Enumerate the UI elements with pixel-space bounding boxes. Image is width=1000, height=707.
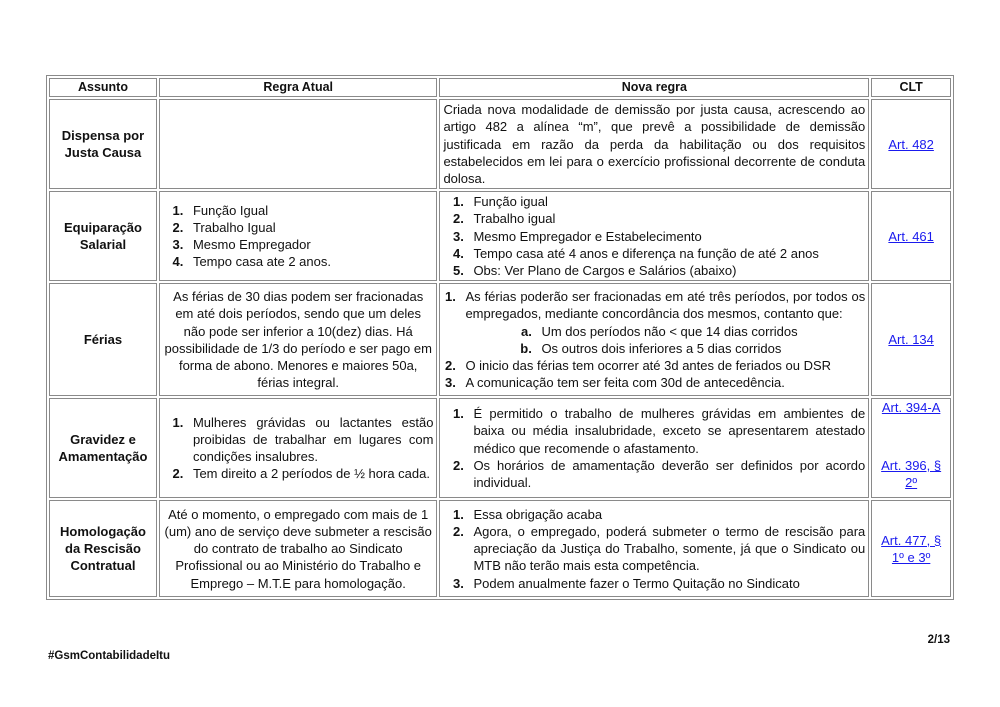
list-item: 3. Mesmo Empregador e Estabelecimento (467, 228, 865, 245)
subject-cell: Homologação da Rescisão Contratual (49, 500, 157, 597)
new-rule-cell (439, 283, 869, 396)
list-item: 2. Agora, o empregado, poderá submeter o termo de rescisão para apreciação da Justiça do Trabalho, somente, já que o Sindicato ou MTB não terão mais esta competência. (467, 523, 865, 575)
clt-cell (871, 283, 951, 396)
list-item-text: As férias poderão ser fracionadas em até três períodos, por todos os empregados, mediante concordância dos mesmos, contanto que: (465, 289, 866, 322)
table-row (49, 99, 951, 189)
subject-cell: Férias (49, 283, 157, 396)
clt-link-art-134[interactable]: Art. 134 (888, 332, 934, 348)
list-item: 2. Os horários de amamentação deverão ser definidos por acordo individual. (467, 457, 865, 491)
sublist-item: a. Um dos períodos não < que 14 dias corridos (535, 323, 865, 340)
current-rule-cell: As férias de 30 dias podem ser fracionadas em até dois períodos, sendo que um deles não pode ser inferior a 10(dez) dias. Há possibilidade de 1/3 do período e ser pago em forma de abono. Menores e maiores 50a, férias integral. (159, 283, 437, 396)
current-rule-cell (159, 191, 437, 281)
comparison-table (46, 75, 954, 600)
clt-cell (871, 99, 951, 189)
current-rule-list (163, 414, 433, 483)
current-rule-cell (159, 99, 437, 189)
clt-link-art-482[interactable]: Art. 482 (888, 136, 934, 152)
current-rule-cell (159, 398, 437, 498)
table-row (49, 191, 951, 281)
list-item: 5. Obs: Ver Plano de Cargos e Salários (abaixo) (467, 262, 865, 279)
list-item: 2. Tem direito a 2 períodos de ½ hora cada. (187, 465, 433, 482)
list-item: 3. A comunicação tem ser feita com 30d de antecedência. (459, 374, 865, 391)
list-item (459, 288, 865, 357)
clt-cell (871, 191, 951, 281)
current-rule-list (163, 202, 433, 271)
table-row (49, 500, 951, 597)
new-rule-sublist (465, 323, 865, 357)
clt-links (875, 399, 947, 491)
clt-cell (871, 398, 951, 498)
table-row (49, 398, 951, 498)
new-rule-cell (439, 191, 869, 281)
clt-cell (871, 500, 951, 597)
new-rule-list (443, 405, 865, 491)
list-item: 4. Tempo casa até 4 anos e diferença na função de até 2 anos (467, 245, 865, 262)
new-rule-cell (439, 398, 869, 498)
sublist-item: b. Os outros dois inferiores a 5 dias corridos (535, 340, 865, 357)
current-rule-cell: Até o momento, o empregado com mais de 1 (um) ano de serviço deve submeter a rescisão do contrato de trabalho ao Sindicato Profissional ou ao Ministério do Trabalho e Emprego – M.T.E para homologação. (159, 500, 437, 597)
header-nova-regra: Nova regra (439, 78, 869, 97)
list-item: 1. Função igual (467, 193, 865, 210)
subject-cell: Gravidez e Amamentação (49, 398, 157, 498)
list-item: 2. Trabalho igual (467, 210, 865, 227)
list-item: 3. Mesmo Empregador (187, 236, 433, 253)
footer-hashtag: #GsmContabilidadeItu (48, 650, 171, 662)
header-regra-atual: Regra Atual (159, 78, 437, 97)
list-item: 1. Essa obrigação acaba (467, 506, 865, 523)
header-clt: CLT (871, 78, 951, 97)
clt-link-art-394a[interactable]: Art. 394-A (881, 400, 941, 416)
clt-link-art-477[interactable]: Art. 477, § 1º e 3º (881, 532, 942, 565)
list-item: 4. Tempo casa ate 2 anos. (187, 253, 433, 270)
list-item: 2. O inicio das férias tem ocorrer até 3d antes de feriados ou DSR (459, 357, 865, 374)
new-rule-list (443, 288, 865, 391)
clt-link-art-461[interactable]: Art. 461 (888, 228, 934, 244)
list-item: 2. Trabalho Igual (187, 219, 433, 236)
new-rule-list (443, 193, 865, 279)
new-rule-cell (439, 500, 869, 597)
new-rule-cell: Criada nova modalidade de demissão por justa causa, acrescendo ao artigo 482 a alínea “m”, que prevê a possibilidade de demissão justificada em razão da perda da habilitação ou dos requisitos estabelecidos em lei para o exercício profissional decorrente de conduta dolosa. (439, 99, 869, 189)
header-assunto: Assunto (49, 78, 157, 97)
subject-cell: Dispensa por Justa Causa (49, 99, 157, 189)
list-item: 3. Podem anualmente fazer o Termo Quitação no Sindicato (467, 575, 865, 592)
table-row (49, 283, 951, 396)
header-row (49, 78, 951, 97)
list-item: 1. Mulheres grávidas ou lactantes estão proibidas de trabalhar em lugares com condições insalubres. (187, 414, 433, 466)
list-item: 1. Função Igual (187, 202, 433, 219)
list-item: 1. É permitido o trabalho de mulheres grávidas em ambientes de baixa ou média insalubridade, exceto se apresentarem atestado médico que recomende o afastamento. (467, 405, 865, 457)
page-number: 2/13 (927, 634, 950, 646)
subject-cell: Equiparação Salarial (49, 191, 157, 281)
new-rule-list (443, 506, 865, 592)
clt-link-art-396[interactable]: Art. 396, § 2º (881, 457, 942, 490)
